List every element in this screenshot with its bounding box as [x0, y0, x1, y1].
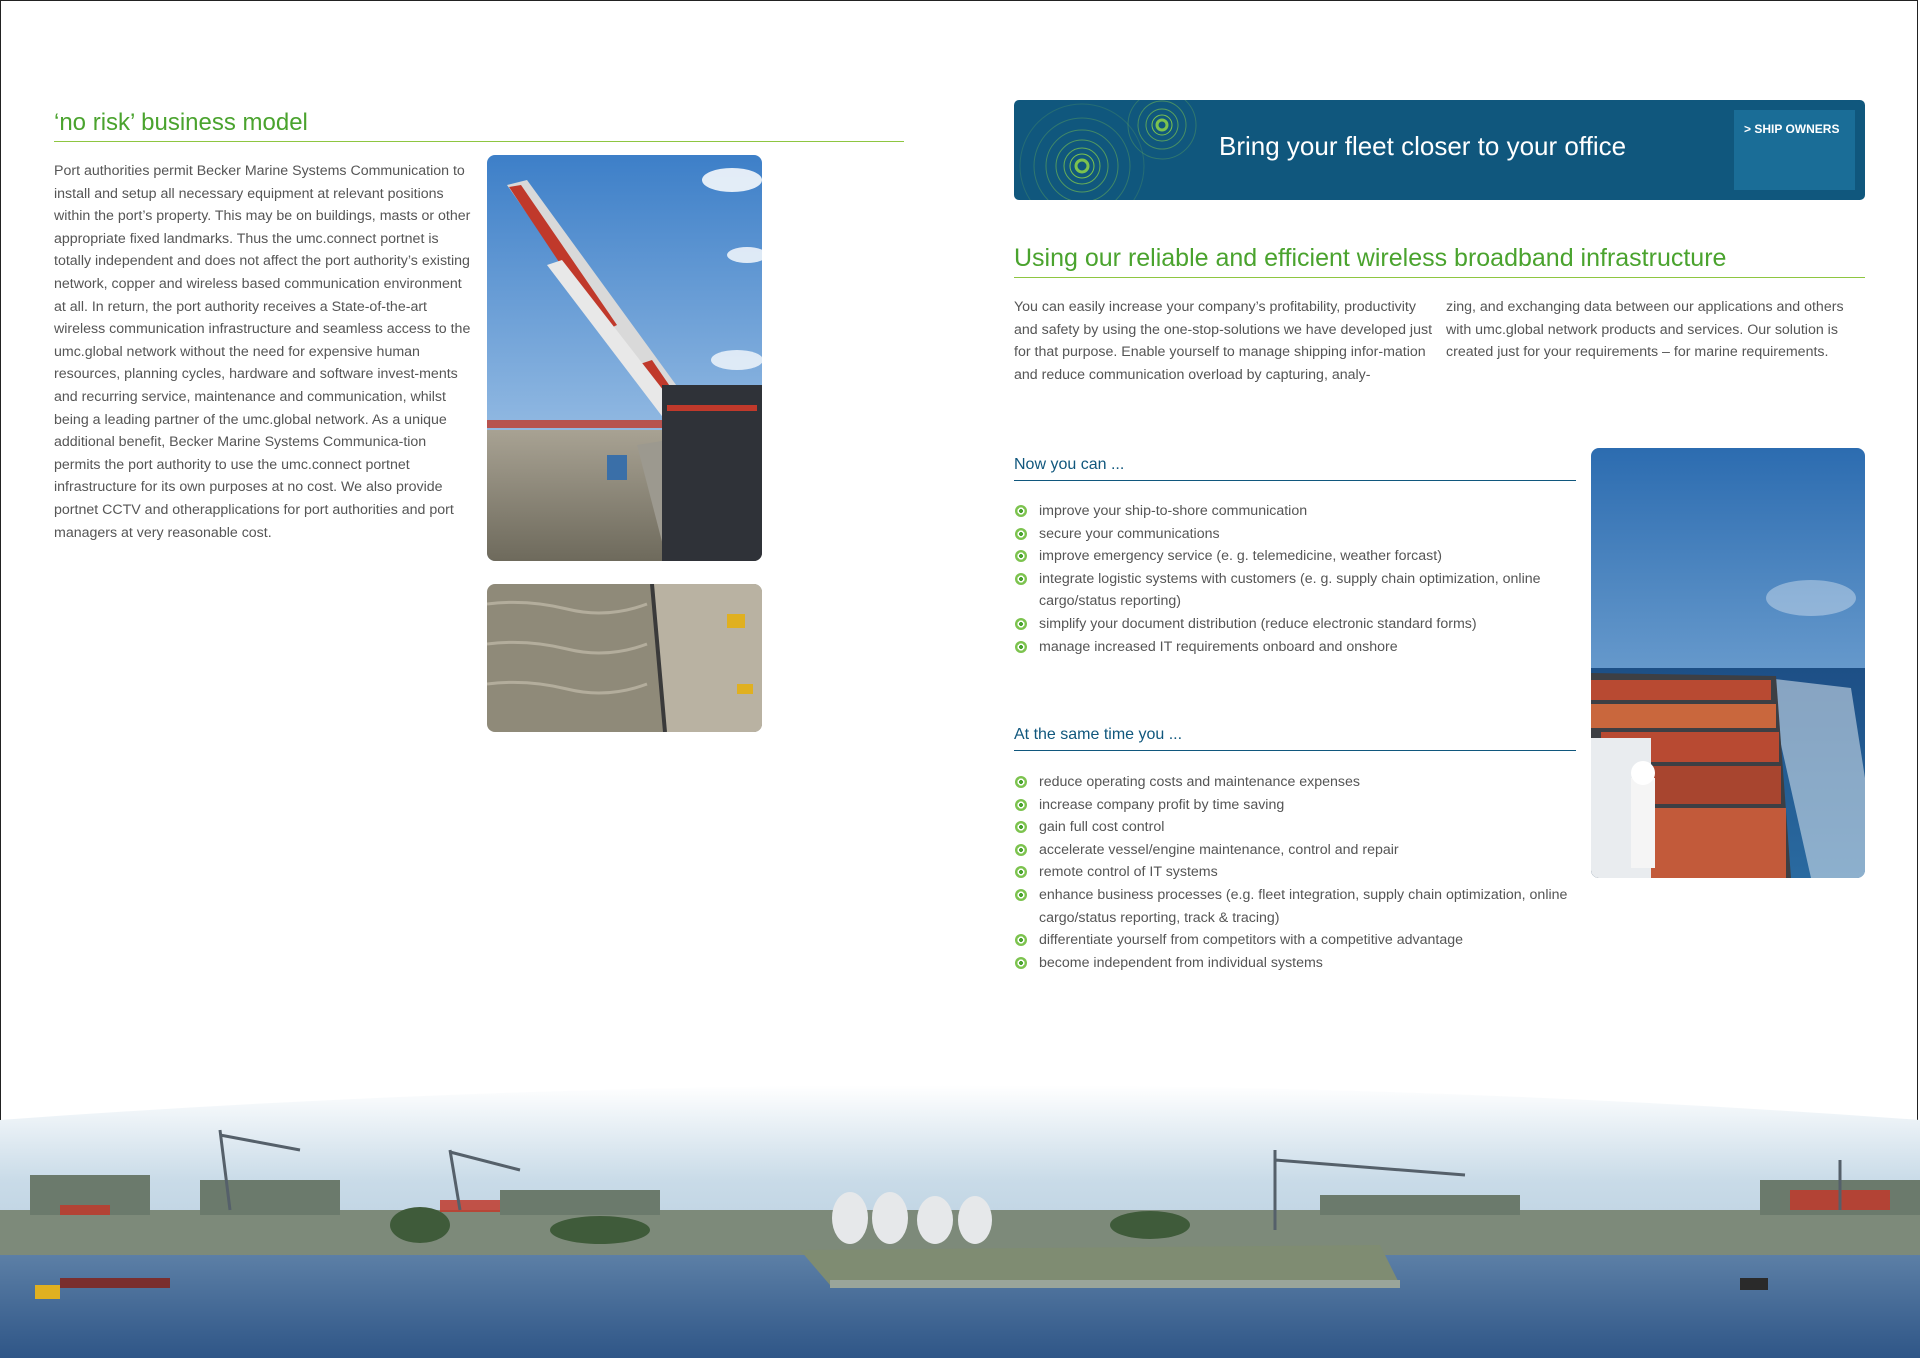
- signal-rings-icon: [1014, 100, 1214, 200]
- now-you-can-list: [1014, 500, 1574, 658]
- list-item: differentiate yourself from competitors with a competitive advantage: [1014, 929, 1574, 952]
- intro-column-1: You can easily increase your company’s profitability, productivity and safety by using the one-stop-solutions we have developed just for that purpose. Enable yourself to manage shipping infor-mation and reduce communication overload by capturing, analy-: [1014, 299, 1433, 383]
- harbour-panorama-photo: [0, 1080, 1920, 1358]
- bullet-icon: [1015, 889, 1027, 901]
- bullet-icon: [1015, 573, 1027, 585]
- list-item: remote control of IT systems: [1014, 861, 1574, 884]
- list-item: secure your communications: [1014, 523, 1574, 546]
- bullet-icon: [1015, 957, 1027, 969]
- bullet-icon: [1015, 799, 1027, 811]
- list-item: improve your ship-to-shore communication: [1014, 500, 1574, 523]
- list-item: simplify your document distribution (reduce electronic standard forms): [1014, 613, 1574, 636]
- quay-photo: [487, 584, 762, 732]
- list-item: integrate logistic systems with customers (e. g. supply chain optimization, online cargo/status reporting): [1014, 568, 1574, 613]
- bullet-icon: [1015, 776, 1027, 788]
- container-ship-photo: [1591, 448, 1865, 878]
- banner-title: Bring your fleet closer to your office: [1219, 131, 1627, 161]
- ship-owners-button[interactable]: > SHIP OWNERS: [1734, 110, 1855, 190]
- list-item: reduce operating costs and maintenance expenses: [1014, 771, 1574, 794]
- list-item: manage increased IT requirements onboard and onshore: [1014, 636, 1574, 659]
- bullet-icon: [1015, 528, 1027, 540]
- bullet-icon: [1015, 618, 1027, 630]
- fleet-banner: [1014, 100, 1865, 200]
- right-heading: Using our reliable and efficient wireless broadband infrastructure: [1014, 241, 1865, 278]
- bullet-icon: [1015, 821, 1027, 833]
- bullet-icon: [1015, 934, 1027, 946]
- list-item: become independent from individual systems: [1014, 952, 1574, 975]
- bullet-icon: [1015, 550, 1027, 562]
- left-body-text: Port authorities permit Becker Marine Systems Communication to install and setup all necessary equipment at relevant positions within the port’s property. This may be on buildings, masts or other appropriate fixed landmarks. Thus the umc.connect portnet is totally independent and does not affect the port authority’s existing network, copper and wireless based communication environment at all. In return, the port authority receives a State-of-the-art wireless communication infrastructure and seamless access to the umc.global network without the need for expensive human resources, planning cycles, hardware and software invest-ments and recurring service, maintenance and communication, whilst being a leading partner of the umc.global network. As a unique additional benefit, Becker Marine Systems Communica-tion permits the port authority to use the umc.connect portnet infrastructure for its own purposes at no cost. We also provide portnet CCTV and otherapplications for port authorities and port managers at very reasonable cost.: [54, 163, 471, 541]
- bullet-icon: [1015, 866, 1027, 878]
- left-heading: ‘no risk’ business model: [54, 106, 904, 142]
- bullet-icon: [1015, 641, 1027, 653]
- same-time-heading: At the same time you ...: [1014, 723, 1576, 751]
- crane-photo: [487, 155, 762, 561]
- list-item: accelerate vessel/engine maintenance, control and repair: [1014, 839, 1574, 862]
- now-you-can-heading: Now you can ...: [1014, 453, 1576, 481]
- bullet-icon: [1015, 844, 1027, 856]
- intro-column-2: zing, and exchanging data between our applications and others with umc.global network products and services. Our solution is created just for your requirements – for marine requirements.: [1446, 299, 1844, 361]
- list-item: enhance business processes (e.g. fleet integration, supply chain optimization, online cargo/status reporting, track & tracing): [1014, 884, 1574, 929]
- list-item: improve emergency service (e. g. telemedicine, weather forcast): [1014, 545, 1574, 568]
- list-item: gain full cost control: [1014, 816, 1574, 839]
- list-item: increase company profit by time saving: [1014, 794, 1574, 817]
- same-time-list: [1014, 771, 1574, 974]
- bullet-icon: [1015, 505, 1027, 517]
